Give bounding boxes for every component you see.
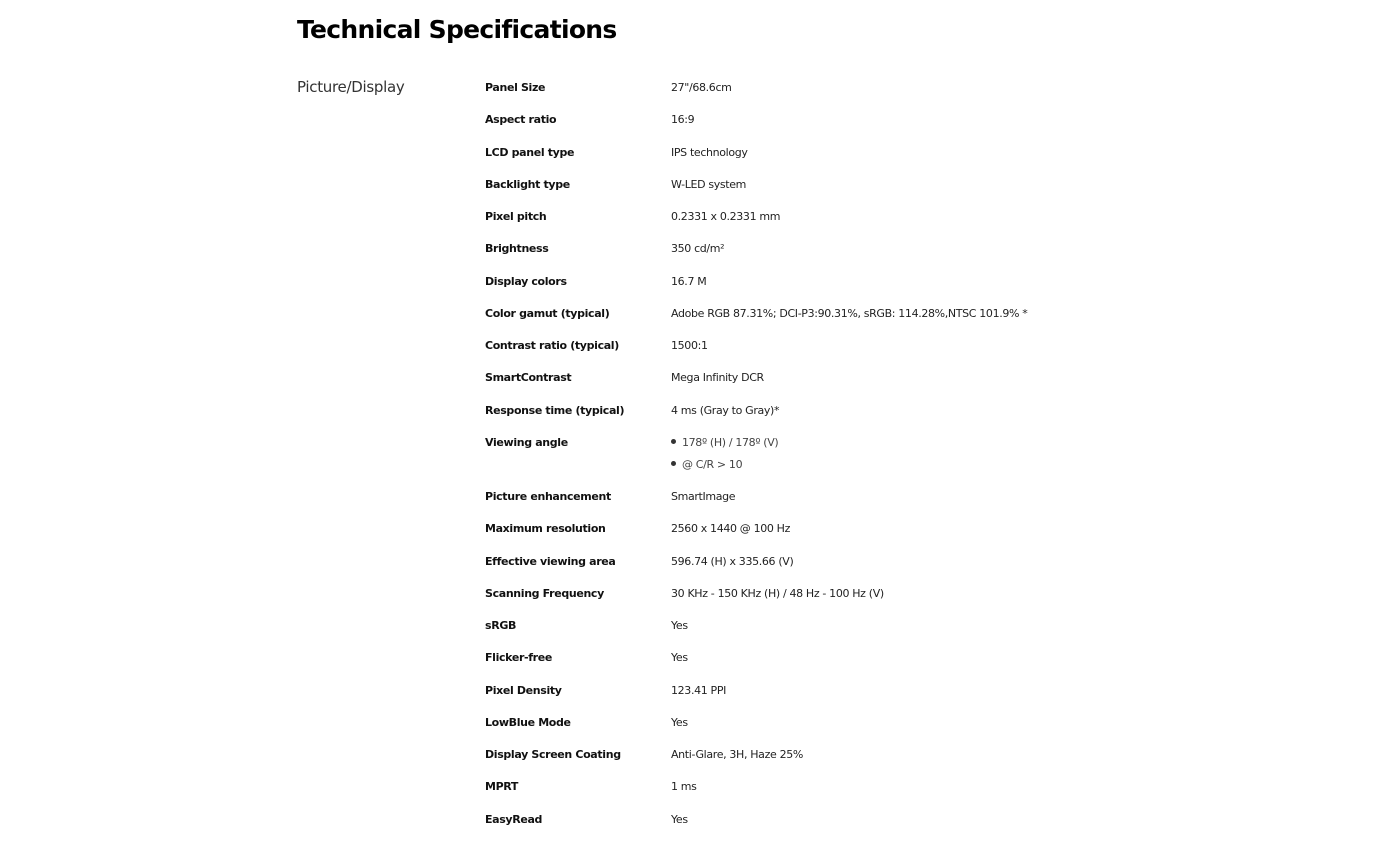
spec-value: 27"/68.6cm <box>671 81 732 94</box>
page-title: Technical Specifications <box>297 15 617 44</box>
spec-row <box>485 744 1185 766</box>
spec-row <box>485 142 1185 164</box>
list-item-text: 178º (H) / 178º (V) <box>682 435 779 449</box>
spec-row <box>485 809 1185 831</box>
spec-value: 350 cd/m² <box>671 242 725 256</box>
section-heading: Picture/Display <box>297 78 405 96</box>
spec-value: W-LED system <box>671 177 747 191</box>
spec-label: Flicker-free <box>485 651 552 665</box>
spec-value: Yes <box>671 619 688 632</box>
spec-label: Viewing angle <box>485 435 568 449</box>
spec-value: 1500:1 <box>671 339 708 352</box>
spec-value: Adobe RGB 87.31%; DCI-P3:90.31%, sRGB: 114.28%,NTSC 101.9% * <box>671 306 1028 320</box>
spec-row <box>485 518 1185 540</box>
spec-value: 1 ms <box>671 780 697 794</box>
spec-label: Contrast ratio (typical) <box>485 339 619 352</box>
spec-value: Yes <box>671 715 688 729</box>
spec-row <box>485 303 1185 325</box>
spec-row <box>485 551 1185 573</box>
spec-value: 0.2331 x 0.2331 mm <box>671 210 781 223</box>
spec-row <box>485 109 1185 131</box>
spec-value: Mega Infinity DCR <box>671 371 764 385</box>
spec-value: 596.74 (H) x 335.66 (V) <box>671 554 794 568</box>
spec-label: Pixel pitch <box>485 210 547 223</box>
spec-row <box>485 680 1185 702</box>
spec-value: Anti-Glare, 3H, Haze 25% <box>671 748 803 761</box>
spec-label: Display Screen Coating <box>485 748 621 761</box>
spec-value: Yes <box>671 812 688 826</box>
spec-value <box>671 432 778 476</box>
spec-label: Backlight type <box>485 177 570 191</box>
list-item <box>671 454 778 476</box>
spec-row <box>485 238 1185 260</box>
spec-label: Brightness <box>485 242 549 256</box>
spec-label: LCD panel type <box>485 145 575 159</box>
bullet-icon <box>671 461 676 466</box>
spec-label: Maximum resolution <box>485 522 606 536</box>
spec-value: IPS technology <box>671 145 748 159</box>
spec-row <box>485 271 1185 293</box>
list-item <box>671 432 778 454</box>
spec-label: MPRT <box>485 780 519 794</box>
spec-row <box>485 583 1185 605</box>
spec-row <box>485 647 1185 669</box>
spec-row <box>485 776 1185 798</box>
spec-row <box>485 486 1185 508</box>
list-item-text: @ C/R > 10 <box>682 457 743 471</box>
spec-label: sRGB <box>485 619 517 632</box>
spec-row <box>485 206 1185 228</box>
spec-row <box>485 615 1185 637</box>
spec-value: 123.41 PPI <box>671 683 726 697</box>
spec-row <box>485 432 1185 476</box>
spec-value: 4 ms (Gray to Gray)* <box>671 403 780 417</box>
spec-label: Pixel Density <box>485 683 562 697</box>
spec-value: SmartImage <box>671 490 736 503</box>
spec-row <box>485 712 1185 734</box>
spec-value: 16.7 M <box>671 274 707 288</box>
spec-label: Effective viewing area <box>485 554 616 568</box>
spec-label: LowBlue Mode <box>485 715 571 729</box>
spec-label: Color gamut (typical) <box>485 306 610 320</box>
spec-label: EasyRead <box>485 812 543 826</box>
spec-row <box>485 367 1185 389</box>
spec-row <box>485 174 1185 196</box>
spec-label: SmartContrast <box>485 371 572 385</box>
spec-label: Picture enhancement <box>485 490 611 503</box>
spec-list <box>485 77 1185 841</box>
spec-label: Panel Size <box>485 81 546 94</box>
spec-value: 16:9 <box>671 113 695 127</box>
spec-row <box>485 335 1185 357</box>
spec-value: 30 KHz - 150 KHz (H) / 48 Hz - 100 Hz (V) <box>671 586 884 600</box>
value-list <box>671 432 778 476</box>
spec-row <box>485 77 1185 99</box>
spec-label: Display colors <box>485 274 567 288</box>
spec-label: Aspect ratio <box>485 113 557 127</box>
spec-label: Scanning Frequency <box>485 586 604 600</box>
spec-value: Yes <box>671 651 688 665</box>
spec-row <box>485 400 1185 422</box>
spec-label: Response time (typical) <box>485 403 625 417</box>
bullet-icon <box>671 439 676 444</box>
spec-value: 2560 x 1440 @ 100 Hz <box>671 522 791 536</box>
